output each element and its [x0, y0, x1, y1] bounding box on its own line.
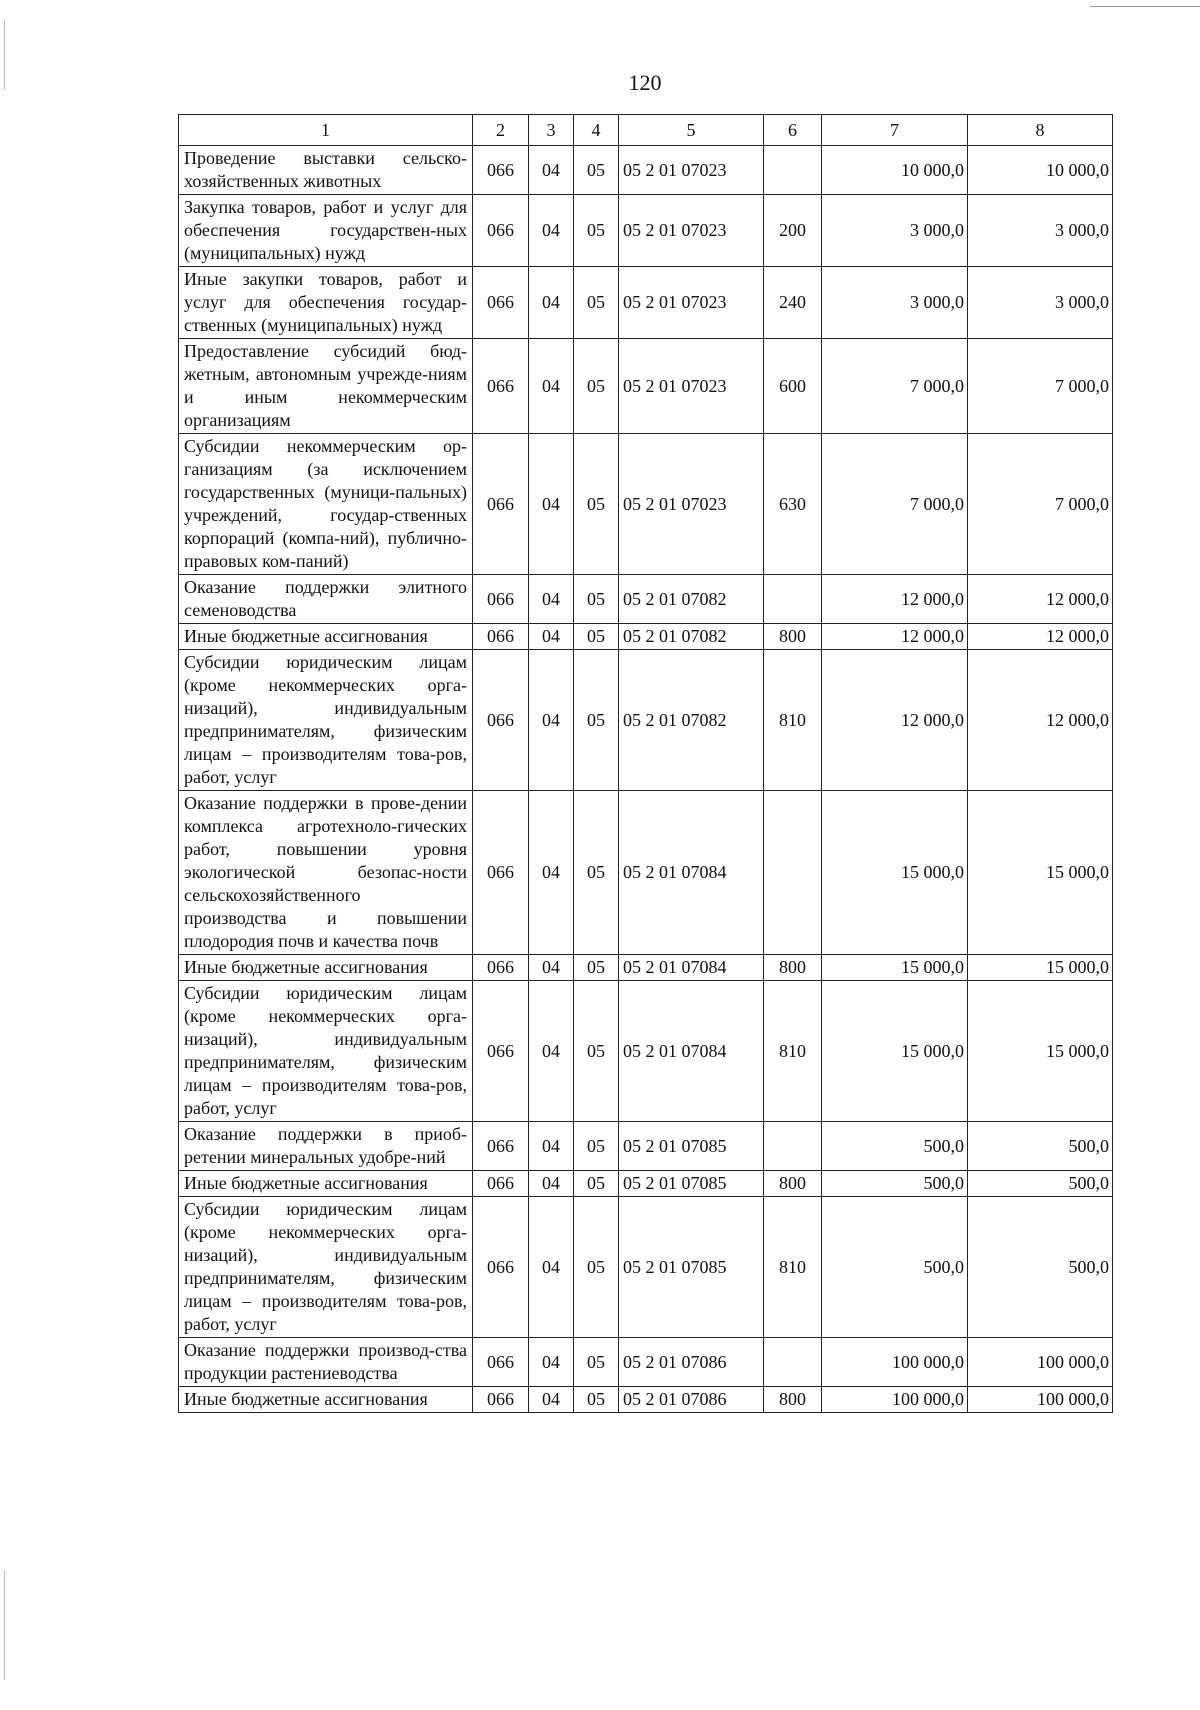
- amount-cell: 12 000,0: [968, 650, 1113, 791]
- amount-cell: 3 000,0: [968, 195, 1113, 267]
- admin-code-cell: 066: [473, 791, 529, 955]
- target-article-cell: 05 2 01 07086: [619, 1387, 764, 1413]
- item-name-cell: Иные бюджетные ассигнования: [179, 1171, 473, 1197]
- table-row: [179, 650, 1113, 791]
- expense-type-cell: 600: [764, 339, 822, 434]
- table-row: [179, 146, 1113, 195]
- admin-code-cell: 066: [473, 434, 529, 575]
- amount-cell: 7 000,0: [968, 434, 1113, 575]
- expense-type-cell: [764, 1122, 822, 1171]
- subsection-cell: 05: [574, 1122, 619, 1171]
- table-row: [179, 981, 1113, 1122]
- table-row: [179, 267, 1113, 339]
- page-number: 120: [628, 70, 662, 95]
- table-row: [179, 434, 1113, 575]
- amount-cell: 3 000,0: [968, 267, 1113, 339]
- column-header: 8: [968, 115, 1113, 146]
- table-row: [179, 1197, 1113, 1338]
- scan-edge-mark: [4, 1570, 5, 1680]
- admin-code-cell: 066: [473, 146, 529, 195]
- expense-type-cell: [764, 791, 822, 955]
- expense-type-cell: 800: [764, 1387, 822, 1413]
- amount-cell: 500,0: [968, 1171, 1113, 1197]
- section-cell: 04: [529, 434, 574, 575]
- expense-type-cell: 200: [764, 195, 822, 267]
- table-row: [179, 195, 1113, 267]
- target-article-cell: 05 2 01 07085: [619, 1171, 764, 1197]
- subsection-cell: 05: [574, 1171, 619, 1197]
- admin-code-cell: 066: [473, 1122, 529, 1171]
- table-row: [179, 1171, 1113, 1197]
- amount-cell: 7 000,0: [822, 339, 968, 434]
- target-article-cell: 05 2 01 07085: [619, 1197, 764, 1338]
- target-article-cell: 05 2 01 07082: [619, 624, 764, 650]
- amount-cell: 15 000,0: [968, 955, 1113, 981]
- item-name-cell: Субсидии юридическим лицам (кроме некоммерческих орга-низаций), индивидуальным предпринимателям, физическим лицам – производителям това-ров, работ, услуг: [179, 1197, 473, 1338]
- subsection-cell: 05: [574, 146, 619, 195]
- admin-code-cell: 066: [473, 1171, 529, 1197]
- table-header-row: [179, 115, 1113, 146]
- target-article-cell: 05 2 01 07082: [619, 575, 764, 624]
- table-row: [179, 791, 1113, 955]
- expense-type-cell: 810: [764, 650, 822, 791]
- item-name-cell: Закупка товаров, работ и услуг для обеспечения государствен-ных (муниципальных) нужд: [179, 195, 473, 267]
- item-name-cell: Оказание поддержки в прове-дении комплекса агротехноло-гических работ, повышении уровня экологической безопас-ности сельскохозяйственного производства и повышении плодородия почв и качества почв: [179, 791, 473, 955]
- item-name-cell: Оказание поддержки в приоб-ретении минеральных удобре-ний: [179, 1122, 473, 1171]
- subsection-cell: 05: [574, 1197, 619, 1338]
- amount-cell: 15 000,0: [968, 791, 1113, 955]
- admin-code-cell: 066: [473, 339, 529, 434]
- target-article-cell: 05 2 01 07023: [619, 267, 764, 339]
- admin-code-cell: 066: [473, 981, 529, 1122]
- expense-type-cell: 810: [764, 981, 822, 1122]
- expense-type-cell: 800: [764, 955, 822, 981]
- subsection-cell: 05: [574, 1338, 619, 1387]
- section-cell: 04: [529, 1171, 574, 1197]
- target-article-cell: 05 2 01 07023: [619, 339, 764, 434]
- table-row: [179, 1122, 1113, 1171]
- admin-code-cell: 066: [473, 267, 529, 339]
- target-article-cell: 05 2 01 07084: [619, 791, 764, 955]
- subsection-cell: 05: [574, 981, 619, 1122]
- section-cell: 04: [529, 575, 574, 624]
- expense-type-cell: 240: [764, 267, 822, 339]
- admin-code-cell: 066: [473, 650, 529, 791]
- target-article-cell: 05 2 01 07084: [619, 981, 764, 1122]
- item-name-cell: Субсидии юридическим лицам (кроме некоммерческих орга-низаций), индивидуальным предпринимателям, физическим лицам – производителям това-ров, работ, услуг: [179, 650, 473, 791]
- section-cell: 04: [529, 339, 574, 434]
- section-cell: 04: [529, 981, 574, 1122]
- expense-type-cell: [764, 1338, 822, 1387]
- amount-cell: 15 000,0: [822, 955, 968, 981]
- column-header: 1: [179, 115, 473, 146]
- amount-cell: 500,0: [968, 1122, 1113, 1171]
- amount-cell: 15 000,0: [968, 981, 1113, 1122]
- section-cell: 04: [529, 650, 574, 791]
- target-article-cell: 05 2 01 07086: [619, 1338, 764, 1387]
- target-article-cell: 05 2 01 07023: [619, 195, 764, 267]
- expense-type-cell: 800: [764, 624, 822, 650]
- amount-cell: 100 000,0: [968, 1338, 1113, 1387]
- subsection-cell: 05: [574, 955, 619, 981]
- item-name-cell: Оказание поддержки элитного семеноводства: [179, 575, 473, 624]
- section-cell: 04: [529, 955, 574, 981]
- amount-cell: 100 000,0: [968, 1387, 1113, 1413]
- table-row: [179, 624, 1113, 650]
- admin-code-cell: 066: [473, 1338, 529, 1387]
- item-name-cell: Иные бюджетные ассигнования: [179, 1387, 473, 1413]
- amount-cell: 15 000,0: [822, 791, 968, 955]
- section-cell: 04: [529, 267, 574, 339]
- budget-table: [178, 114, 1113, 1413]
- item-name-cell: Иные бюджетные ассигнования: [179, 955, 473, 981]
- section-cell: 04: [529, 195, 574, 267]
- amount-cell: 7 000,0: [968, 339, 1113, 434]
- amount-cell: 500,0: [822, 1197, 968, 1338]
- table-row: [179, 955, 1113, 981]
- admin-code-cell: 066: [473, 1387, 529, 1413]
- target-article-cell: 05 2 01 07082: [619, 650, 764, 791]
- target-article-cell: 05 2 01 07084: [619, 955, 764, 981]
- subsection-cell: 05: [574, 1387, 619, 1413]
- expense-type-cell: 810: [764, 1197, 822, 1338]
- column-header: 7: [822, 115, 968, 146]
- amount-cell: 12 000,0: [968, 624, 1113, 650]
- item-name-cell: Иные закупки товаров, работ и услуг для обеспечения государ-ственных (муниципальных) нужд: [179, 267, 473, 339]
- section-cell: 04: [529, 791, 574, 955]
- section-cell: 04: [529, 1197, 574, 1338]
- column-header: 5: [619, 115, 764, 146]
- column-header: 6: [764, 115, 822, 146]
- expense-type-cell: 800: [764, 1171, 822, 1197]
- item-name-cell: Иные бюджетные ассигнования: [179, 624, 473, 650]
- expense-type-cell: [764, 146, 822, 195]
- amount-cell: 10 000,0: [968, 146, 1113, 195]
- expense-type-cell: 630: [764, 434, 822, 575]
- target-article-cell: 05 2 01 07085: [619, 1122, 764, 1171]
- section-cell: 04: [529, 1387, 574, 1413]
- amount-cell: 12 000,0: [822, 650, 968, 791]
- table-row: [179, 339, 1113, 434]
- amount-cell: 3 000,0: [822, 195, 968, 267]
- section-cell: 04: [529, 1122, 574, 1171]
- section-cell: 04: [529, 624, 574, 650]
- table-row: [179, 1338, 1113, 1387]
- admin-code-cell: 066: [473, 955, 529, 981]
- amount-cell: 500,0: [822, 1171, 968, 1197]
- scan-edge-mark: [1090, 6, 1200, 7]
- expense-type-cell: [764, 575, 822, 624]
- column-header: 3: [529, 115, 574, 146]
- item-name-cell: Предоставление субсидий бюд-жетным, автономным учрежде-ниям и иным некоммерческим организациям: [179, 339, 473, 434]
- admin-code-cell: 066: [473, 195, 529, 267]
- item-name-cell: Оказание поддержки производ-ства продукции растениеводства: [179, 1338, 473, 1387]
- section-cell: 04: [529, 1338, 574, 1387]
- amount-cell: 500,0: [968, 1197, 1113, 1338]
- subsection-cell: 05: [574, 339, 619, 434]
- section-cell: 04: [529, 146, 574, 195]
- amount-cell: 15 000,0: [822, 981, 968, 1122]
- target-article-cell: 05 2 01 07023: [619, 434, 764, 575]
- subsection-cell: 05: [574, 195, 619, 267]
- subsection-cell: 05: [574, 791, 619, 955]
- table-row: [179, 575, 1113, 624]
- subsection-cell: 05: [574, 267, 619, 339]
- item-name-cell: Субсидии юридическим лицам (кроме некоммерческих орга-низаций), индивидуальным предпринимателям, физическим лицам – производителям това-ров, работ, услуг: [179, 981, 473, 1122]
- amount-cell: 7 000,0: [822, 434, 968, 575]
- item-name-cell: Проведение выставки сельско-хозяйственных животных: [179, 146, 473, 195]
- table-row: [179, 1387, 1113, 1413]
- column-header: 2: [473, 115, 529, 146]
- subsection-cell: 05: [574, 624, 619, 650]
- amount-cell: 100 000,0: [822, 1387, 968, 1413]
- admin-code-cell: 066: [473, 624, 529, 650]
- subsection-cell: 05: [574, 575, 619, 624]
- amount-cell: 500,0: [822, 1122, 968, 1171]
- admin-code-cell: 066: [473, 1197, 529, 1338]
- amount-cell: 10 000,0: [822, 146, 968, 195]
- subsection-cell: 05: [574, 650, 619, 791]
- amount-cell: 12 000,0: [968, 575, 1113, 624]
- column-header: 4: [574, 115, 619, 146]
- admin-code-cell: 066: [473, 575, 529, 624]
- amount-cell: 12 000,0: [822, 575, 968, 624]
- amount-cell: 12 000,0: [822, 624, 968, 650]
- subsection-cell: 05: [574, 434, 619, 575]
- amount-cell: 100 000,0: [822, 1338, 968, 1387]
- item-name-cell: Субсидии некоммерческим ор-ганизациям (за исключением государственных (муници-пальных) учреждений, государ-ственных корпораций (компа-ний), публично-правовых ком-паний): [179, 434, 473, 575]
- table-body: [179, 115, 1113, 1413]
- amount-cell: 3 000,0: [822, 267, 968, 339]
- target-article-cell: 05 2 01 07023: [619, 146, 764, 195]
